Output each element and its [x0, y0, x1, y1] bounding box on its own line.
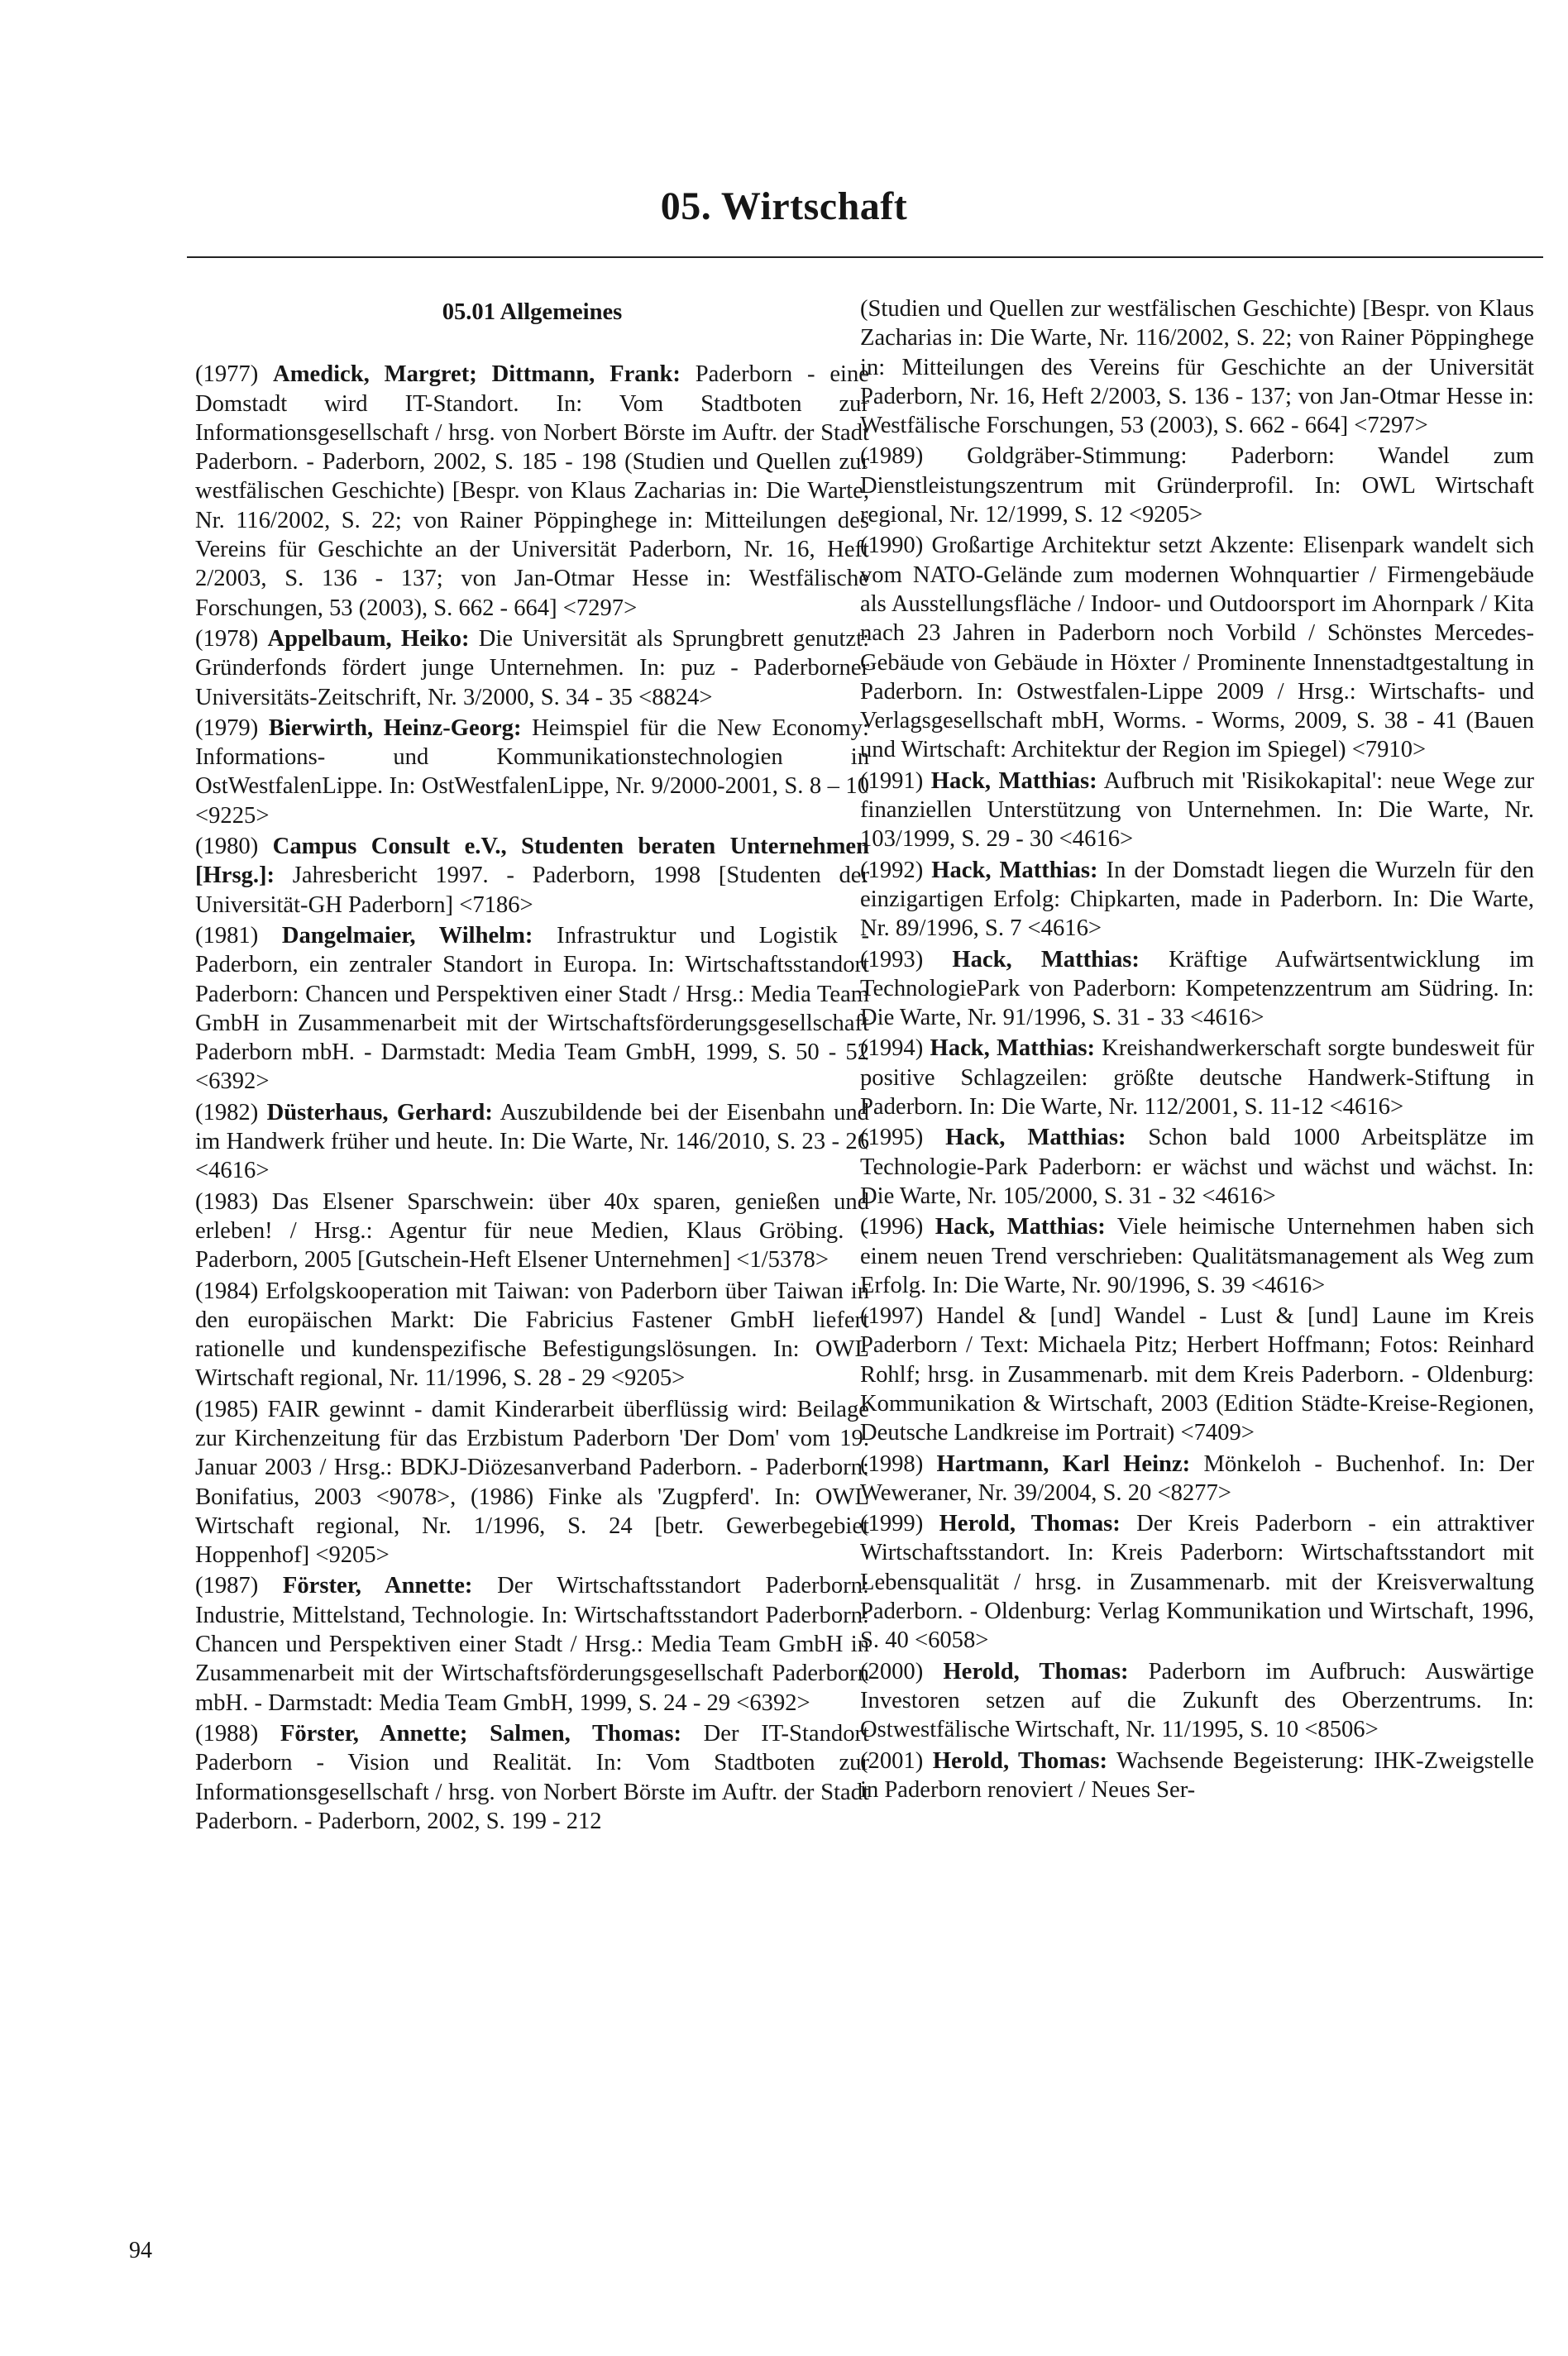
entry-number: (1996)	[860, 1214, 924, 1240]
bibliography-entry	[195, 1395, 869, 1570]
entry-text: Schon bald 1000 Arbeitsplätze im Technologie-Park Paderborn: er wächst und wächst und wächst. In: Die Warte, Nr. 105/2000, S. 31 - 32 <4616>	[860, 1125, 1534, 1209]
entry-text: Kräftige Aufwärtsentwicklung im TechnologiePark von Paderborn: Kompetenzzentrum am Südring. In: Die Warte, Nr. 91/1996, S. 31 - 33 <4616>	[860, 946, 1534, 1031]
entry-text: Paderborn im Aufbruch: Auswärtige Investoren setzen auf die Zukunft des Oberzentrums. In: Ostwestfälische Wirtschaft, Nr. 11/1995, S. 10 <8506>	[860, 1658, 1534, 1743]
entry-author: Förster, Annette; Salmen, Thomas:	[280, 1720, 681, 1747]
entry-number: (1993)	[860, 946, 924, 973]
page-number: 94	[129, 2238, 152, 2263]
bibliography-entry	[195, 1188, 869, 1275]
bibliography-entry	[195, 1571, 869, 1717]
entry-text: Jahresbericht 1997. - Paderborn, 1998 [Studenten der Universität-GH Paderborn] <7186>	[195, 863, 869, 918]
entry-author: Appelbaum, Heiko:	[267, 625, 470, 652]
bibliography-entry	[195, 360, 869, 623]
bibliography-entry	[860, 1509, 1534, 1655]
entry-text: Auszubildende bei der Eisenbahn und im Handwerk früher und heute. In: Die Warte, Nr. 146/2010, S. 23 - 26 <4616>	[195, 1099, 869, 1184]
bibliography-entry	[860, 1034, 1534, 1121]
entry-author: Hack, Matthias:	[945, 1125, 1126, 1151]
entry-number: (1989)	[860, 443, 924, 470]
entry-number: (1984)	[195, 1278, 259, 1304]
entry-number: (1977)	[195, 361, 259, 388]
bibliography-entry	[860, 856, 1534, 944]
bibliography-entry	[195, 832, 869, 920]
entry-author: Düsterhaus, Gerhard:	[266, 1099, 493, 1125]
bibliography-entry	[195, 624, 869, 712]
entry-number: (1998)	[860, 1450, 924, 1477]
entry-text: Mönkeloh - Buchenhof. In: Der Weweraner, Nr. 39/2004, S. 20 <8277>	[860, 1450, 1534, 1506]
entry-author: Herold, Thomas:	[939, 1511, 1121, 1537]
entry-text: In der Domstadt liegen die Wurzeln für den einzigartigen Erfolg: Chipkarten, made in Paderborn. In: Die Warte, Nr. 89/1996, S. 7 <4616>	[860, 857, 1534, 942]
entry-number: (1985)	[195, 1396, 259, 1422]
entry-number: (1983)	[195, 1188, 259, 1215]
entry-author: Hack, Matthias:	[952, 946, 1140, 973]
right-column	[860, 294, 1534, 1806]
entry-text: Der IT-Standort Paderborn - Vision und Realität. In: Vom Stadtboten zur Informationsgesellschaft / hrsg. von Norbert Börste im Auftr. der Stadt Paderborn. - Paderborn, 2002, S. 199 - 212	[195, 1720, 869, 1834]
bibliography-entry	[195, 1719, 869, 1836]
entry-text: Handel & [und] Wandel - Lust & [und] Laune im Kreis Paderborn / Text: Michaela Pitz; Herbert Hoffmann; Fotos: Reinhard Rohlf; hrsg. in Zusammenarb. mit dem Kreis Paderborn. - Oldenburg: Kommunikation & Wirtschaft, 2003 (Edition Städte-Kreise-Regionen, Deutsche Landkreise im Portrait) <7409>	[860, 1303, 1534, 1446]
entry-number: (2000)	[860, 1658, 924, 1685]
bibliography-entry	[860, 1657, 1534, 1745]
bibliography-entry	[860, 945, 1534, 1033]
entry-text: Erfolgskooperation mit Taiwan: von Paderborn über Taiwan in den europäischen Markt: Die Fabricius Fastener GmbH liefert rationelle und kundenspezifische Befestigungslösungen. In: OWL Wirtschaft regional, Nr. 11/1996, S. 28 - 29 <9205>	[195, 1278, 869, 1392]
entry-author: Amedick, Margret; Dittmann, Frank:	[273, 361, 681, 388]
entry-number: (1995)	[860, 1125, 924, 1151]
section-heading: 05.01 Allgemeines	[442, 299, 623, 325]
bibliography-entry	[860, 1212, 1534, 1300]
entry-text: Aufbruch mit 'Risikokapital': neue Wege zur finanziellen Unterstützung von Unternehmen. In: Die Warte, Nr. 103/1999, S. 29 - 30 <4616>	[860, 767, 1534, 853]
entry-text: Paderborn - eine Domstadt wird IT-Standort. In: Vom Stadtboten zur Informationsgesellschaft / hrsg. von Norbert Börste im Auftr. der Stadt Paderborn. - Paderborn, 2002, S. 185 - 198 (Studien und Quellen zur westfälischen Geschichte) [Bespr. von Klaus Zacharias in: Die Warte, Nr. 116/2002, S. 22; von Rainer Pöppinghege in: Mitteilungen des Vereins für Geschichte an der Universität Paderborn, Nr. 16, Heft 2/2003, S. 136 - 137; von Jan-Otmar Hesse in: Westfälische Forschungen, 53 (2003), S. 662 - 664] <7297>	[195, 361, 869, 621]
bibliography-entry	[195, 921, 869, 1097]
entry-author: Herold, Thomas:	[943, 1658, 1129, 1685]
entry-author: Hartmann, Karl Heinz:	[936, 1450, 1191, 1477]
entry-author: Hack, Matthias:	[935, 1214, 1106, 1240]
entry-number: (1990)	[860, 533, 924, 559]
entry-number: (1988)	[195, 1720, 259, 1747]
bibliography-entry	[860, 442, 1534, 529]
entry-author: Bierwirth, Heinz-Georg:	[268, 714, 522, 741]
entry-number: (1994)	[860, 1035, 924, 1062]
bibliography-entry	[860, 1302, 1534, 1447]
entry-author: Herold, Thomas:	[932, 1747, 1108, 1774]
entry-author: Hack, Matthias:	[930, 767, 1097, 794]
entry-author: Hack, Matthias:	[930, 1035, 1096, 1062]
entry-text: Goldgräber-Stimmung: Paderborn: Wandel zum Dienstleistungszentrum mit Gründerprofil. In: OWL Wirtschaft regional, Nr. 12/1999, S. 12 <9205>	[860, 443, 1534, 528]
title-rule	[187, 256, 1543, 258]
entry-number: (1981)	[195, 922, 259, 949]
bibliography-entry	[860, 1747, 1534, 1805]
bibliography-entry	[195, 1277, 869, 1393]
left-column	[195, 294, 869, 1837]
entry-text: Viele heimische Unternehmen haben sich einem neuen Trend verschrieben: Qualitätsmanagement als Weg zum Erfolg. In: Die Warte, Nr. 90/1996, S. 39 <4616>	[860, 1214, 1534, 1298]
entry-author: Hack, Matthias:	[931, 857, 1098, 883]
entry-text: Das Elsener Sparschwein: über 40x sparen, genießen und erleben! / Hrsg.: Agentur für neue Medien, Klaus Gröbing. - Paderborn, 2005 [Gutschein-Heft Elsener Unternehmen] <1/5378>	[195, 1188, 869, 1274]
entry-text: Großartige Architektur setzt Akzente: Elisenpark wandelt sich vom NATO-Gelände zum modernen Wohnquartier / Firmengebäude als Ausstellungsfläche / Indoor- und Outdoorsport im Ahornpark / Kita nach 23 Jahren in Paderborn noch Vorbild / Schönstes Mercedes-Gebäude von Gebäude in Höxter / Prominente Innenstadtgestaltung in Paderborn. In: Ostwestfalen-Lippe 2009 / Hrsg.: Wirtschafts- und Verlagsgesellschaft mbH, Worms. - Worms, 2009, S. 38 - 41 (Bauen und Wirtschaft: Architektur der Region im Spiegel) <7910>	[860, 533, 1534, 763]
entry-author: Dangelmaier, Wilhelm:	[281, 922, 533, 949]
bibliography-entry	[195, 1098, 869, 1186]
entry-text: Wachsende Begeisterung: IHK-Zweigstelle in Paderborn renoviert / Neues Ser-	[860, 1747, 1534, 1803]
entry-text: Der Wirtschaftsstandort Paderborn: Industrie, Mittelstand, Technologie. In: Wirtschaftsstandort Paderborn: Chancen und Perspektiven einer Stadt / Hrsg.: Media Team GmbH in Zusammenarbeit mit der Wirtschaftsförderungsgesellschaft Paderborn mbH. - Darmstadt: Media Team GmbH, 1999, S. 24 - 29 <6392>	[195, 1573, 869, 1716]
entry-text: Kreishandwerkerschaft sorgte bundesweit für positive Schlagzeilen: größte deutsche Handwerk-Stiftung in Paderborn. In: Die Warte, Nr. 112/2001, S. 11-12 <4616>	[860, 1035, 1534, 1121]
entry-number: (1978)	[195, 625, 259, 652]
entry-author: Förster, Annette:	[282, 1573, 473, 1599]
left-entry-list	[195, 360, 869, 1836]
entry-number: (1982)	[195, 1099, 259, 1125]
entry-text: Der Kreis Paderborn - ein attraktiver Wirtschaftsstandort. In: Kreis Paderborn: Wirtschaftsstandort mit Lebensqualität / hrsg. in Zusammenarb. mit der Kreisverwaltung Paderborn. - Oldenburg: Verlag Kommunikation und Wirtschaft, 1996, S. 40 <6058>	[860, 1511, 1534, 1654]
bibliography-entry	[860, 767, 1534, 854]
entry-text: FAIR gewinnt - damit Kinderarbeit überflüssig wird: Beilage zur Kirchenzeitung für das Erzbistum Paderborn 'Der Dom' vom 19. Januar 2003 / Hrsg.: BDKJ-Diözesanverband Paderborn. - Paderborn: Bonifatius, 2003 <9078>, (1986) Finke als 'Zugpferd'. In: OWL Wirtschaft regional, Nr. 1/1996, S. 24 [betr. Gewerbegebiet Hoppenhof] <9205>	[195, 1396, 869, 1569]
bibliography-entry	[860, 1450, 1534, 1508]
entry-number: (2001)	[860, 1747, 924, 1774]
continued-entry-text: (Studien und Quellen zur westfälischen Geschichte) [Bespr. von Klaus Zacharias in: Die Warte, Nr. 116/2002, S. 22; von Rainer Pöppinghege in: Mitteilungen des Vereins für Geschichte an der Universität Paderborn, Nr. 16, Heft 2/2003, S. 136 - 137; von Jan-Otmar Hesse in: Westfälische Forschungen, 53 (2003), S. 662 - 664] <7297>	[860, 296, 1534, 439]
entry-number: (1992)	[860, 857, 924, 883]
entry-text: Infrastruktur und Logistik - Paderborn, ein zentraler Standort in Europa. In: Wirtschaftsstandort Paderborn: Chancen und Perspektiven einer Stadt / Hrsg.: Media Team GmbH in Zusammenarbeit mit der Wirtschaftsförderungsgesellschaft Paderborn mbH. - Darmstadt: Media Team GmbH, 1999, S. 50 - 52 <6392>	[195, 922, 869, 1095]
entry-number: (1979)	[195, 714, 259, 741]
bibliography-entry	[195, 714, 869, 830]
bibliography-entry	[860, 531, 1534, 764]
bibliography-entry	[860, 1123, 1534, 1211]
page-title: 05. Wirtschaft	[660, 184, 908, 228]
entry-number: (1991)	[860, 767, 924, 794]
entry-number: (1999)	[860, 1511, 924, 1537]
entry-number: (1980)	[195, 834, 259, 860]
entry-text: Heimspiel für die New Economy: Informations- und Kommunikationstechnologien in OstWestfalenLippe. In: OstWestfalenLippe, Nr. 9/2000-2001, S. 8 – 10 <9225>	[195, 714, 869, 829]
right-entry-list	[860, 442, 1534, 1804]
entry-number: (1987)	[195, 1573, 259, 1599]
entry-text: Die Universität als Sprungbrett genutzt: Gründerfonds fördert junge Unternehmen. In: puz - Paderborner Universitäts-Zeitschrift, Nr. 3/2000, S. 34 - 35 <8824>	[195, 625, 870, 710]
entry-number: (1997)	[860, 1303, 924, 1330]
entry-author: Campus Consult e.V., Studenten beraten Unternehmen [Hrsg.]:	[195, 834, 869, 889]
